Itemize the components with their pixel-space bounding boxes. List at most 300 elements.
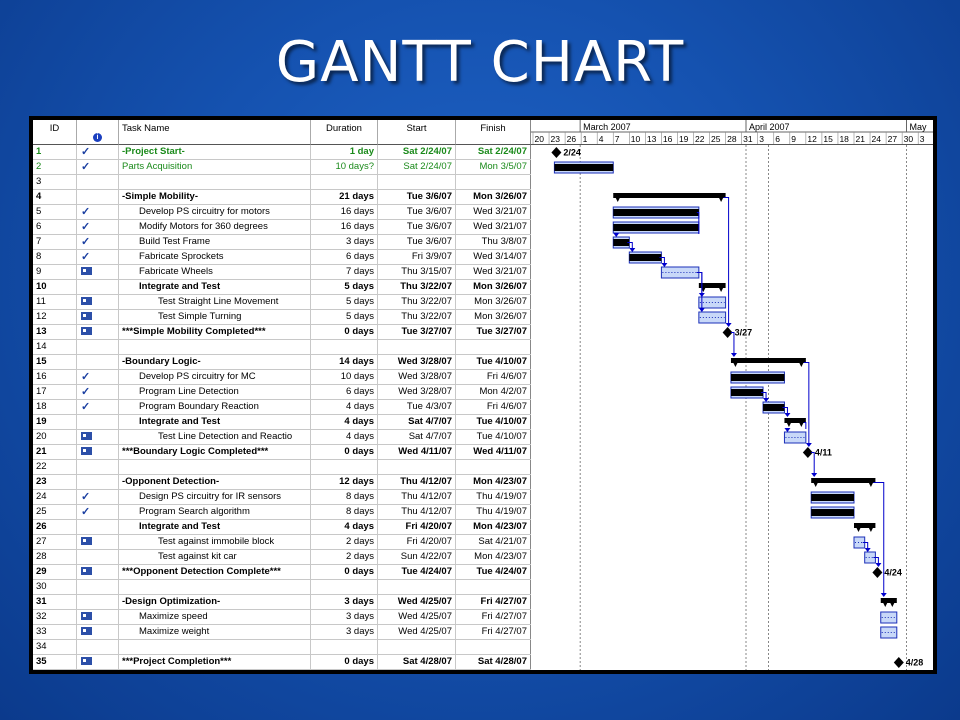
task-indicator xyxy=(77,235,119,249)
table-row[interactable] xyxy=(33,250,531,265)
task-id: 17 xyxy=(33,385,77,399)
table-row[interactable] xyxy=(33,220,531,235)
task-indicator xyxy=(77,370,119,384)
day-label: 23 xyxy=(550,134,561,144)
dependency-arrow xyxy=(811,473,817,477)
task-duration xyxy=(311,175,378,189)
task-start: Tue 3/6/07 xyxy=(378,205,456,219)
task-name: Design PS circuitry for IR sensors xyxy=(119,490,311,504)
progress-bar xyxy=(613,224,699,231)
task-name: Program Boundary Reaction xyxy=(119,400,311,414)
task-name: -Design Optimization- xyxy=(119,595,311,609)
task-duration: 8 days xyxy=(311,490,378,504)
task-start: Wed 4/11/07 xyxy=(378,445,456,459)
task-finish: Fri 4/27/07 xyxy=(456,625,531,639)
task-id: 34 xyxy=(33,640,77,654)
task-duration: 8 days xyxy=(311,505,378,519)
task-finish: Tue 4/24/07 xyxy=(456,565,531,579)
milestone-date-label: 2/24 xyxy=(563,147,581,158)
table-row[interactable] xyxy=(33,400,531,415)
task-start: Wed 4/25/07 xyxy=(378,625,456,639)
task-indicator xyxy=(77,535,119,549)
task-finish: Mon 4/23/07 xyxy=(456,550,531,564)
task-name: Fabricate Wheels xyxy=(119,265,311,279)
task-indicator xyxy=(77,565,119,579)
task-finish: Fri 4/27/07 xyxy=(456,610,531,624)
task-start: Sat 4/7/07 xyxy=(378,430,456,444)
task-duration: 2 days xyxy=(311,535,378,549)
check-icon: ✓ xyxy=(81,401,91,413)
task-id: 14 xyxy=(33,340,77,354)
table-row[interactable] xyxy=(33,265,531,280)
day-label: 22 xyxy=(695,134,705,144)
task-finish: Mon 3/5/07 xyxy=(456,160,531,174)
notes-icon xyxy=(81,567,92,575)
task-finish: Tue 3/27/07 xyxy=(456,325,531,339)
task-id: 29 xyxy=(33,565,77,579)
task-id: 1 xyxy=(33,145,77,159)
task-name: Maximize weight xyxy=(119,625,311,639)
task-id: 6 xyxy=(33,220,77,234)
column-header-id[interactable]: ID xyxy=(33,120,77,145)
task-indicator xyxy=(77,325,119,339)
milestone-diamond xyxy=(894,657,904,668)
month-label: May xyxy=(909,122,927,132)
task-indicator xyxy=(77,250,119,264)
task-duration xyxy=(311,460,378,474)
column-header-finish[interactable]: Finish xyxy=(456,120,531,145)
notes-icon xyxy=(81,537,92,545)
task-name: -Project Start- xyxy=(119,145,311,159)
task-start: Wed 3/28/07 xyxy=(378,355,456,369)
task-id: 13 xyxy=(33,325,77,339)
task-id: 7 xyxy=(33,235,77,249)
task-indicator xyxy=(77,655,119,669)
task-indicator xyxy=(77,160,119,174)
task-finish: Thu 4/19/07 xyxy=(456,505,531,519)
task-indicator xyxy=(77,505,119,519)
task-name xyxy=(119,175,311,189)
dependency-arrow xyxy=(865,548,871,552)
task-indicator xyxy=(77,490,119,504)
task-name: Integrate and Test xyxy=(119,280,311,294)
task-indicator xyxy=(77,280,119,294)
table-row[interactable] xyxy=(33,205,531,220)
dependency-arrow xyxy=(875,563,881,567)
column-header-indicators[interactable] xyxy=(77,120,119,145)
progress-bar xyxy=(731,389,763,396)
task-indicator xyxy=(77,445,119,459)
table-row[interactable] xyxy=(33,355,531,370)
task-duration: 5 days xyxy=(311,310,378,324)
check-icon: ✓ xyxy=(81,236,91,248)
check-icon: ✓ xyxy=(81,161,91,173)
task-finish: Tue 4/10/07 xyxy=(456,415,531,429)
dependency-arrow xyxy=(699,308,705,312)
day-label: 16 xyxy=(662,134,673,144)
task-finish xyxy=(456,580,531,594)
task-start: Thu 3/22/07 xyxy=(378,295,456,309)
month-label: March 2007 xyxy=(583,122,631,132)
task-duration: 4 days xyxy=(311,430,378,444)
task-id: 27 xyxy=(33,535,77,549)
task-finish: Mon 3/26/07 xyxy=(456,295,531,309)
notes-icon xyxy=(81,657,92,665)
task-indicator xyxy=(77,595,119,609)
task-id: 26 xyxy=(33,520,77,534)
task-duration: 4 days xyxy=(311,415,378,429)
task-id: 32 xyxy=(33,610,77,624)
task-id: 8 xyxy=(33,250,77,264)
task-duration: 6 days xyxy=(311,250,378,264)
task-id: 2 xyxy=(33,160,77,174)
dependency-link xyxy=(731,333,734,355)
task-start xyxy=(378,340,456,354)
table-row[interactable] xyxy=(33,610,531,625)
day-label: 4 xyxy=(598,134,604,144)
day-label: 10 xyxy=(630,134,641,144)
table-row[interactable] xyxy=(33,415,531,430)
task-duration: 21 days xyxy=(311,190,378,204)
table-row[interactable] xyxy=(33,445,531,460)
task-finish: Tue 4/10/07 xyxy=(456,430,531,444)
task-name: Integrate and Test xyxy=(119,415,311,429)
task-indicator xyxy=(77,640,119,654)
summary-bar xyxy=(613,193,725,198)
gantt-bars-svg xyxy=(531,120,933,670)
table-row[interactable] xyxy=(33,490,531,505)
day-label: 27 xyxy=(887,134,898,144)
task-indicator xyxy=(77,190,119,204)
table-row[interactable] xyxy=(33,475,531,490)
table-row[interactable] xyxy=(33,340,531,355)
task-id: 5 xyxy=(33,205,77,219)
table-row[interactable] xyxy=(33,535,531,550)
task-finish: Mon 3/26/07 xyxy=(456,310,531,324)
table-row[interactable] xyxy=(33,175,531,190)
progress-bar xyxy=(811,494,854,501)
table-row[interactable] xyxy=(33,430,531,445)
task-duration: 0 days xyxy=(311,445,378,459)
table-row[interactable] xyxy=(33,370,531,385)
task-duration: 3 days xyxy=(311,235,378,249)
task-indicator xyxy=(77,355,119,369)
task-duration: 1 day xyxy=(311,145,378,159)
table-row[interactable] xyxy=(33,190,531,205)
table-row[interactable] xyxy=(33,565,531,580)
dependency-arrow xyxy=(629,248,635,252)
task-id: 24 xyxy=(33,490,77,504)
table-row[interactable] xyxy=(33,280,531,295)
notes-icon xyxy=(81,297,92,305)
dependency-arrow xyxy=(661,263,667,267)
task-start: Wed 3/28/07 xyxy=(378,385,456,399)
task-duration: 3 days xyxy=(311,595,378,609)
table-row[interactable] xyxy=(33,625,531,640)
task-start: Thu 4/12/07 xyxy=(378,490,456,504)
task-duration: 5 days xyxy=(311,280,378,294)
task-start xyxy=(378,175,456,189)
task-indicator xyxy=(77,610,119,624)
timeline-chart xyxy=(531,120,933,670)
task-id: 10 xyxy=(33,280,77,294)
task-start: Sat 4/7/07 xyxy=(378,415,456,429)
task-indicator xyxy=(77,175,119,189)
check-icon: ✓ xyxy=(81,251,91,263)
table-row[interactable] xyxy=(33,580,531,595)
task-finish: Fri 4/6/07 xyxy=(456,400,531,414)
table-row[interactable] xyxy=(33,655,531,670)
task-duration: 3 days xyxy=(311,625,378,639)
milestone-diamond xyxy=(551,147,561,158)
task-start: Sun 4/22/07 xyxy=(378,550,456,564)
task-duration: 0 days xyxy=(311,565,378,579)
check-icon: ✓ xyxy=(81,206,91,218)
task-duration: 0 days xyxy=(311,655,378,669)
task-duration xyxy=(311,640,378,654)
task-start xyxy=(378,460,456,474)
notes-icon xyxy=(81,432,92,440)
task-start: Fri 4/20/07 xyxy=(378,535,456,549)
dependency-arrow xyxy=(806,443,812,447)
task-duration: 10 days? xyxy=(311,160,378,174)
task-finish: Tue 4/10/07 xyxy=(456,355,531,369)
task-name xyxy=(119,580,311,594)
notes-icon xyxy=(81,267,92,275)
task-finish: Wed 4/11/07 xyxy=(456,445,531,459)
task-finish: Wed 3/21/07 xyxy=(456,265,531,279)
milestone-date-label: 4/28 xyxy=(905,657,924,668)
task-start: Tue 3/6/07 xyxy=(378,190,456,204)
task-finish: Sat 4/21/07 xyxy=(456,535,531,549)
day-label: 12 xyxy=(807,134,817,144)
task-duration xyxy=(311,340,378,354)
day-label: 15 xyxy=(823,134,833,144)
notes-icon xyxy=(81,627,92,635)
notes-icon xyxy=(81,612,92,620)
task-start: Thu 3/22/07 xyxy=(378,310,456,324)
task-duration: 4 days xyxy=(311,520,378,534)
table-row[interactable] xyxy=(33,325,531,340)
task-start: Sat 4/28/07 xyxy=(378,655,456,669)
table-row[interactable] xyxy=(33,310,531,325)
day-label: 20 xyxy=(534,134,544,144)
day-label: 6 xyxy=(775,134,780,144)
task-name: ***Project Completion*** xyxy=(119,655,311,669)
day-label: 3 xyxy=(919,134,925,144)
day-label: 3 xyxy=(759,134,764,144)
task-id: 19 xyxy=(33,415,77,429)
table-row[interactable] xyxy=(33,595,531,610)
task-name: ***Simple Mobility Completed*** xyxy=(119,325,311,339)
check-icon: ✓ xyxy=(81,371,91,383)
task-duration: 16 days xyxy=(311,205,378,219)
dependency-arrow xyxy=(784,413,790,417)
task-start: Fri 3/9/07 xyxy=(378,250,456,264)
task-name: -Boundary Logic- xyxy=(119,355,311,369)
task-id: 23 xyxy=(33,475,77,489)
task-id: 22 xyxy=(33,460,77,474)
day-label: 24 xyxy=(871,134,882,144)
task-start: Tue 3/6/07 xyxy=(378,235,456,249)
task-start: Fri 4/20/07 xyxy=(378,520,456,534)
summary-bar xyxy=(811,478,875,483)
task-indicator xyxy=(77,400,119,414)
task-id: 28 xyxy=(33,550,77,564)
task-start: Tue 4/3/07 xyxy=(378,400,456,414)
day-label: 1 xyxy=(582,134,588,144)
dependency-arrow xyxy=(784,428,790,432)
task-name: Develop PS circuitry for MC xyxy=(119,370,311,384)
task-duration: 6 days xyxy=(311,385,378,399)
task-id: 30 xyxy=(33,580,77,594)
task-id: 21 xyxy=(33,445,77,459)
task-start: Wed 4/25/07 xyxy=(378,610,456,624)
task-start: Thu 4/12/07 xyxy=(378,505,456,519)
task-indicator xyxy=(77,295,119,309)
milestone-date-label: 4/24 xyxy=(884,567,902,578)
task-finish xyxy=(456,175,531,189)
task-duration: 10 days xyxy=(311,370,378,384)
task-id: 12 xyxy=(33,310,77,324)
task-duration: 16 days xyxy=(311,220,378,234)
task-name: Maximize speed xyxy=(119,610,311,624)
day-label: 25 xyxy=(711,134,721,144)
task-indicator xyxy=(77,310,119,324)
task-name xyxy=(119,460,311,474)
task-start: Tue 3/6/07 xyxy=(378,220,456,234)
month-label: April 2007 xyxy=(749,122,790,132)
dependency-arrow xyxy=(881,593,887,597)
task-id: 15 xyxy=(33,355,77,369)
task-name: Test Straight Line Movement xyxy=(119,295,311,309)
summary-bar xyxy=(731,358,806,363)
task-finish: Sat 4/28/07 xyxy=(456,655,531,669)
day-label: 13 xyxy=(646,134,657,144)
table-row[interactable] xyxy=(33,145,531,160)
check-icon: ✓ xyxy=(81,221,91,233)
task-start: Wed 4/25/07 xyxy=(378,595,456,609)
day-label: 28 xyxy=(727,134,737,144)
task-name: Fabricate Sprockets xyxy=(119,250,311,264)
task-indicator xyxy=(77,430,119,444)
table-row[interactable] xyxy=(33,295,531,310)
task-finish: Sat 2/24/07 xyxy=(456,145,531,159)
dependency-link xyxy=(804,423,806,430)
task-finish: Fri 4/6/07 xyxy=(456,370,531,384)
task-start xyxy=(378,640,456,654)
column-header-duration[interactable]: Duration xyxy=(311,120,378,145)
column-header-start[interactable]: Start xyxy=(378,120,456,145)
progress-bar xyxy=(613,239,629,246)
task-indicator xyxy=(77,520,119,534)
check-icon: ✓ xyxy=(81,506,91,518)
task-finish: Mon 4/23/07 xyxy=(456,475,531,489)
task-start xyxy=(378,580,456,594)
table-row[interactable] xyxy=(33,385,531,400)
task-name: Program Line Detection xyxy=(119,385,311,399)
task-name: Test against immobile block xyxy=(119,535,311,549)
dependency-arrow xyxy=(726,323,732,327)
check-icon: ✓ xyxy=(81,491,91,503)
task-start: Thu 3/15/07 xyxy=(378,265,456,279)
notes-icon xyxy=(81,327,92,335)
task-indicator xyxy=(77,580,119,594)
task-indicator xyxy=(77,475,119,489)
task-name xyxy=(119,640,311,654)
task-duration: 0 days xyxy=(311,325,378,339)
task-finish xyxy=(456,640,531,654)
progress-bar xyxy=(613,209,699,216)
task-start: Wed 3/28/07 xyxy=(378,370,456,384)
dependency-link xyxy=(811,453,814,475)
task-indicator xyxy=(77,415,119,429)
task-finish: Thu 3/8/07 xyxy=(456,235,531,249)
table-row[interactable] xyxy=(33,235,531,250)
task-name: Test against kit car xyxy=(119,550,311,564)
day-label: 7 xyxy=(614,134,620,144)
task-indicator xyxy=(77,340,119,354)
task-name: -Opponent Detection- xyxy=(119,475,311,489)
task-indicator xyxy=(77,205,119,219)
table-row[interactable] xyxy=(33,640,531,655)
task-name: Test Line Detection and Reactio xyxy=(119,430,311,444)
table-row[interactable] xyxy=(33,160,531,175)
task-finish: Mon 3/26/07 xyxy=(456,190,531,204)
table-row[interactable] xyxy=(33,505,531,520)
task-duration: 5 days xyxy=(311,295,378,309)
progress-bar xyxy=(554,164,613,171)
task-duration: 12 days xyxy=(311,475,378,489)
task-finish: Wed 3/21/07 xyxy=(456,205,531,219)
table-row[interactable] xyxy=(33,520,531,535)
task-name: Program Search algorithm xyxy=(119,505,311,519)
task-name: Integrate and Test xyxy=(119,520,311,534)
task-id: 20 xyxy=(33,430,77,444)
task-finish: Mon 3/26/07 xyxy=(456,280,531,294)
task-finish xyxy=(456,340,531,354)
task-finish: Wed 3/14/07 xyxy=(456,250,531,264)
task-id: 9 xyxy=(33,265,77,279)
task-id: 33 xyxy=(33,625,77,639)
info-icon: i xyxy=(93,133,102,142)
task-start: Sat 2/24/07 xyxy=(378,145,456,159)
task-finish: Mon 4/2/07 xyxy=(456,385,531,399)
task-name: -Simple Mobility- xyxy=(119,190,311,204)
task-duration: 4 days xyxy=(311,400,378,414)
task-start: Tue 4/24/07 xyxy=(378,565,456,579)
task-id: 31 xyxy=(33,595,77,609)
table-row[interactable] xyxy=(33,460,531,475)
task-id: 11 xyxy=(33,295,77,309)
task-indicator xyxy=(77,220,119,234)
day-label: 30 xyxy=(903,134,914,144)
task-indicator xyxy=(77,145,119,159)
dependency-link xyxy=(873,483,883,595)
column-header-task-name[interactable]: Task Name xyxy=(119,120,311,145)
task-duration: 14 days xyxy=(311,355,378,369)
table-row[interactable] xyxy=(33,550,531,565)
check-icon: ✓ xyxy=(81,386,91,398)
progress-bar xyxy=(763,404,784,411)
gantt-view xyxy=(33,120,933,670)
notes-icon xyxy=(81,447,92,455)
task-start: Thu 4/12/07 xyxy=(378,475,456,489)
day-label: 31 xyxy=(743,134,753,144)
task-table xyxy=(33,120,531,670)
task-indicator xyxy=(77,385,119,399)
task-id: 3 xyxy=(33,175,77,189)
